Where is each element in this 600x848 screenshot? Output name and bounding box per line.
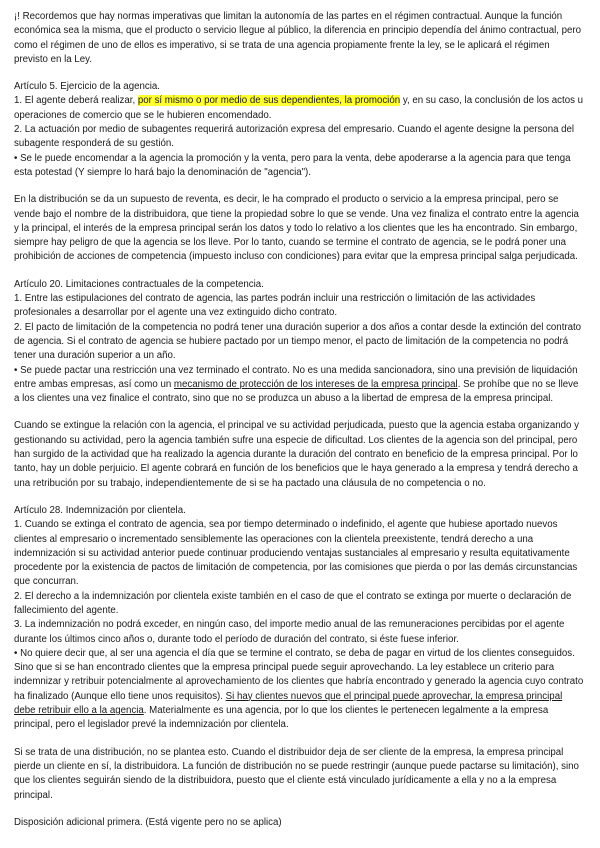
article-28-paragraph-1: 1. Cuando se extinga el contrato de agencia, sea por tiempo determinado o indefinido, el agente que hubiese aportado nuevos clientes al empresario o incrementado sensiblemente las operaciones con la clientela preexistente, tendrá derecho a una indemnización si su actividad anterior puede continuar produciendo ventajas sustanciales al empresario y resulta equitativamente procedente por la existencia de pactos de limitación de competencia, por las comisiones que pierda o por las demás circunstancias que concurran. (14, 519, 578, 588)
additional-provision: Disposición adicional primera. (Está vigente pero no se aplica) (14, 816, 282, 828)
distribution-paragraph-1: En la distribución se da un supuesto de reventa, es decir, le ha comprado el producto o servicio a la empresa principal, pero se vende bajo el nombre de la distribuidora, que tiene la propiedad sobre lo que se vende. Una vez finaliza el contrato entre la agencia y la principal, el interés de la empresa principal serán los datos y todo lo relativo a los clientes que les ha encontrado. Sin embargo, siempre hay peligro de que la agencia se los lleve. Por lo tanto, cuando se termine el contrato de agencia, se le podrá poner una prohibición de acciones de competencia (impuesto incluso con condiciones) para evitar que la empresa principal salga perjudicada. (14, 194, 579, 263)
article-20-title: Artículo 20. Limitaciones contractuales de la competencia. (14, 278, 264, 290)
underlined-text: Si hay clientes nuevos que el principal puede aprovechar, la empresa principal debe retribuir ello a la agencia (14, 690, 563, 717)
article-5-paragraph-1: 1. El agente deberá realizar, por sí mismo o por medio de sus dependientes, la promoción y, en su caso, la conclusión de los actos u operaciones de comercio que se le hubieren encomendado. (14, 95, 584, 121)
article-5-paragraph-2: 2. La actuación por medio de subagentes requerirá autorización expresa del empresario. Cuando el agente designe la persona del subagente responderá de su gestión. (14, 124, 575, 150)
article-20-paragraph-2: 2. El pacto de limitación de la competencia no podrá tener una duración superior a dos años a contar desde la extinción del contrato de agencia. Si el contrato de agencia se hubiere pactado por un tiempo menor, el pacto de limitación de la competencia no podrá tener una duración superior a un año. (14, 321, 582, 362)
intro-paragraph: ¡! Recordemos que hay normas imperativas que limitan la autonomía de las partes en el régimen contractual. Aunque la función económica sea la misma, que el producto o servicio llegue al público, la diferencia en principio dependía del ánimo contractual, pero como el régimen de uno de ellos es imperativo, si se trata de una agencia propiamente frente la ley, se le aplicará el régimen previsto en la Ley. (14, 11, 582, 65)
article-28-bullet: • No quiere decir que, al ser una agencia el día que se termine el contrato, se deba de pagar en virtud de los clientes conseguidos. Sino que si se han encontrado clientes que la empresa principal puede seguir aprovechando. La ley establece un criterio para indemnizar y retribuir potencialmente al aprovechamiento de los clientes que habría encontrado y generado la agencia cuyo contrato ha finalizado (Aunque ello tiene unos requisitos). Si hay clientes nuevos que el principal puede aprovechar, la empresa principal debe retribuir ello a la agencia. Materialmente es una agencia, por lo que los clientes le pertenecen legalmente a la empresa principal, pero el legislador prevé la indemnización por clientela. (14, 647, 584, 731)
distribution-paragraph-2: Si se trata de una distribución, no se plantea esto. Cuando el distribuidor deja de ser cliente de la empresa, la empresa principal pierde un cliente en sí, la distribuidora. La función de distribución no se puede restringir (aunque puede pactarse su limitación), sino que los clientes seguirán siendo de la distribuidora, puesto que el cliente está vinculado jurídicamente a ella y no a la empresa principal. (14, 746, 579, 801)
article-28-paragraph-2: 2. El derecho a la indemnización por clientela existe también en el caso de que el contrato se extinga por muerte o declaración de fallecimiento del agente. (14, 590, 572, 616)
underlined-text: mecanismo de protección de los intereses de la empresa principal (173, 378, 458, 390)
article-28-section (14, 504, 586, 733)
article-20-paragraph-1: 1. Entre las estipulaciones del contrato de agencia, las partes podrán incluir una restricción o limitación de las actividades profesionales a desarrollar por el agente una vez extinguido dicho contrato. (14, 293, 536, 319)
article-28-paragraph-3: 3. La indemnización no podrá exceder, en ningún caso, del importe medio anual de las remuneraciones percibidas por el agente durante los últimos cinco años o, durante todo el período de duración del contrato, si éste fuese inferior. (14, 619, 565, 645)
article-20-bullet: • Se puede pactar una restricción una vez terminado el contrato. No es una medida sancionadora, sino una previsión de liquidación entre ambas empresas, así como un mecanismo de protección de los intereses de la empresa principal. Se prohíbe que no se lleve a los clientes una vez finalice el contrato, sino que no se produzca un abuso a la libertad de empresa de la empresa principal. (14, 364, 579, 405)
article-20-section (14, 278, 586, 407)
article-5-title: Artículo 5. Ejercicio de la agencia. (14, 81, 160, 93)
extinction-paragraph: Cuando se extingue la relación con la agencia, el principal ve su actividad perjudicada, puesto que la agencia estaba organizando y gestionando su actividad, pero la agencia también sufre una especie de dificultad. Los clientes de la agencia son del principal, pero han surgido de la actividad que ha realizado la agencia durante la duración del contrato en beneficio de la empresa principal. Por lo tanto, hay un doble perjuicio. El agente cobrará en función de los beneficios que le haya generado a la empresa y tendrá derecho a una retribución por su trabajo, independientemente de si se ha pactado una cláusula de no competencia o no. (14, 420, 579, 489)
article-5-bullet: • Se le puede encomendar a la agencia la promoción y la venta, pero para la venta, debe apoderarse a la agencia para que tenga esta potestad (Y siempre lo hará bajo la denominación de "agencia"). (14, 152, 571, 178)
article-5-section (14, 80, 586, 180)
article-28-title: Artículo 28. Indemnización por clientela. (14, 504, 186, 516)
highlighted-text: por sí mismo o por medio de sus dependientes, la promoción (137, 95, 401, 107)
